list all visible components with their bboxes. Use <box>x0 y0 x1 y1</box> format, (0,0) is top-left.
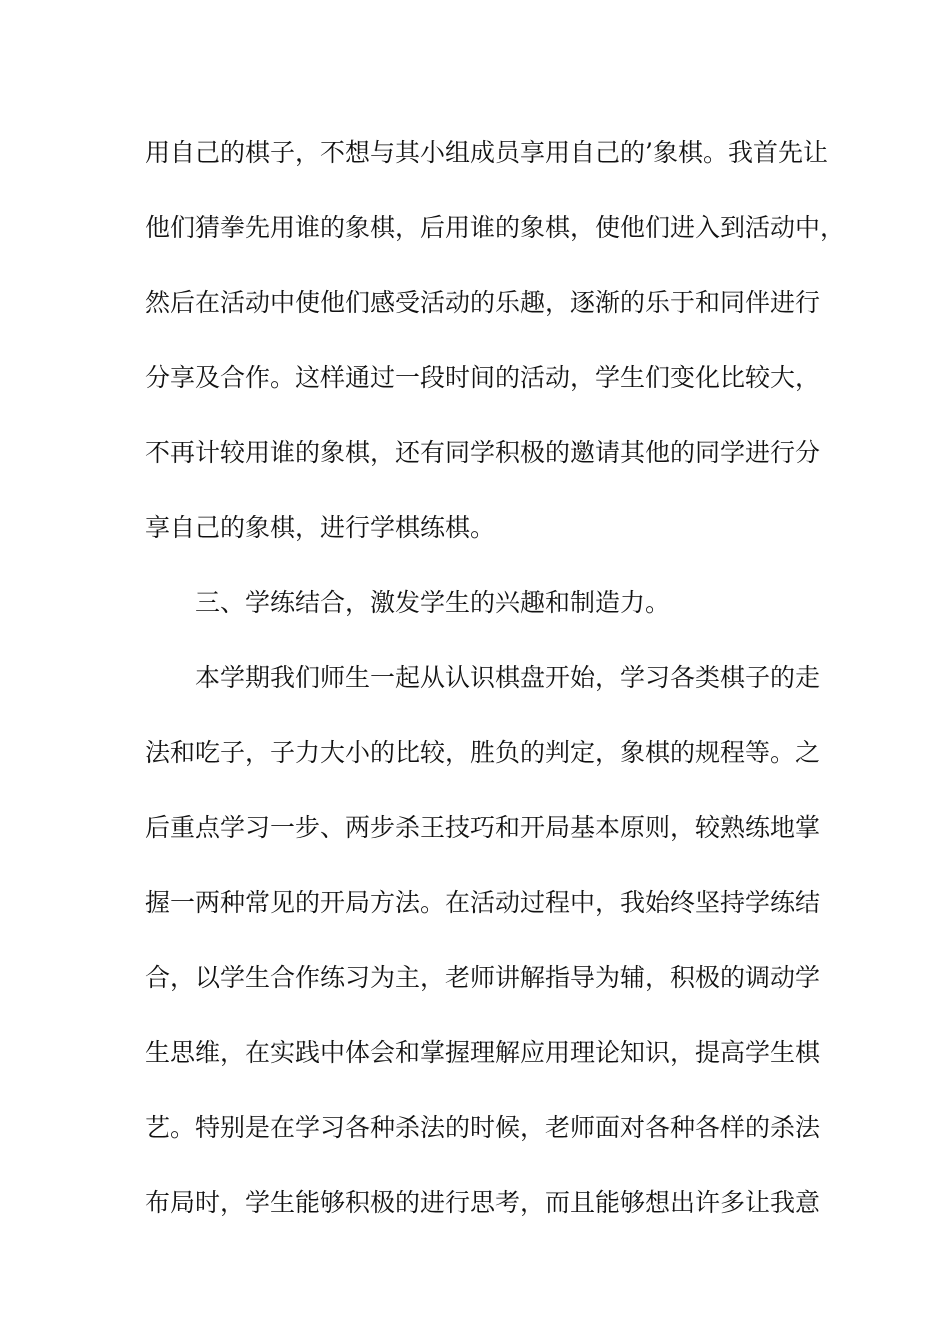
text-line: 然后在活动中使他们感受活动的乐趣，逐渐的乐于和同伴进行 <box>145 288 821 317</box>
text-line: 分享及合作。这样通过一段时间的活动，学生们变化比较大， <box>145 363 821 392</box>
paragraph-first-line: 本学期我们师生一起从认识棋盘开始，学习各类棋子的走 <box>195 663 821 692</box>
text-line: 艺。特别是在学习各种杀法的时候，老师面对各种各样的杀法 <box>145 1113 821 1142</box>
text-line: 后重点学习一步、两步杀王技巧和开局基本原则，较熟练地掌 <box>145 813 821 842</box>
section-heading: 三、学练结合，激发学生的兴趣和制造力。 <box>195 588 671 617</box>
text-line: 生思维，在实践中体会和掌握理解应用理论知识，提高学生棋 <box>145 1038 821 1067</box>
text-line: 布局时，学生能够积极的进行思考，而且能够想出许多让我意 <box>145 1188 821 1217</box>
text-line: 享自己的象棋，进行学棋练棋。 <box>145 513 496 542</box>
text-line: 法和吃子，子力大小的比较，胜负的判定，象棋的规程等。之 <box>145 738 821 767</box>
text-line: 用自己的棋子，不想与其小组成员享用自己的’象棋。我首先让 <box>145 138 828 167</box>
text-line: 握一两种常见的开局方法。在活动过程中，我始终坚持学练结 <box>145 888 821 917</box>
text-line: 合，以学生合作练习为主，老师讲解指导为辅，积极的调动学 <box>145 963 821 992</box>
text-line: 他们猜拳先用谁的象棋，后用谁的象棋，使他们进入到活动中， <box>145 213 846 242</box>
text-line: 不再计较用谁的象棋，还有同学积极的邀请其他的同学进行分 <box>145 438 821 467</box>
body-text <box>145 131 845 1256</box>
